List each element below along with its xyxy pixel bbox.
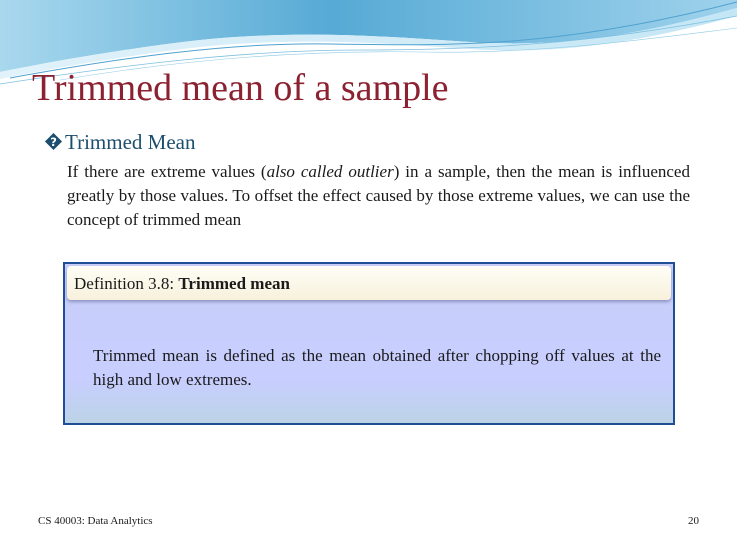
intro-text-part3: ) in a sample, then the mean is influenced greatly by those values. To offset the effect caused by those extreme values, we can use the concept of trimmed mean bbox=[67, 162, 690, 229]
definition-text: Trimmed mean is defined as the mean obtained after chopping off values at the high and low extremes. bbox=[93, 346, 661, 389]
bullet-heading: Trimmed Mean bbox=[65, 130, 196, 154]
definition-title bbox=[74, 274, 290, 294]
svg-text:?: ? bbox=[50, 134, 57, 149]
definition-header bbox=[67, 266, 671, 300]
intro-text-italic: also called outlier bbox=[266, 162, 394, 181]
footer-course: CS 40003: Data Analytics bbox=[38, 515, 153, 527]
slide-title: Trimmed mean of a sample bbox=[32, 67, 449, 109]
definition-name: Trimmed mean bbox=[178, 274, 290, 293]
replacement-character-icon bbox=[44, 132, 63, 151]
bullet-heading-row bbox=[44, 130, 195, 155]
page-number: 20 bbox=[688, 515, 699, 527]
intro-text-part1: If there are extreme values ( bbox=[67, 162, 267, 181]
definition-box bbox=[63, 262, 675, 425]
definition-label: Definition 3.8: bbox=[74, 274, 179, 293]
intro-paragraph bbox=[67, 160, 690, 232]
